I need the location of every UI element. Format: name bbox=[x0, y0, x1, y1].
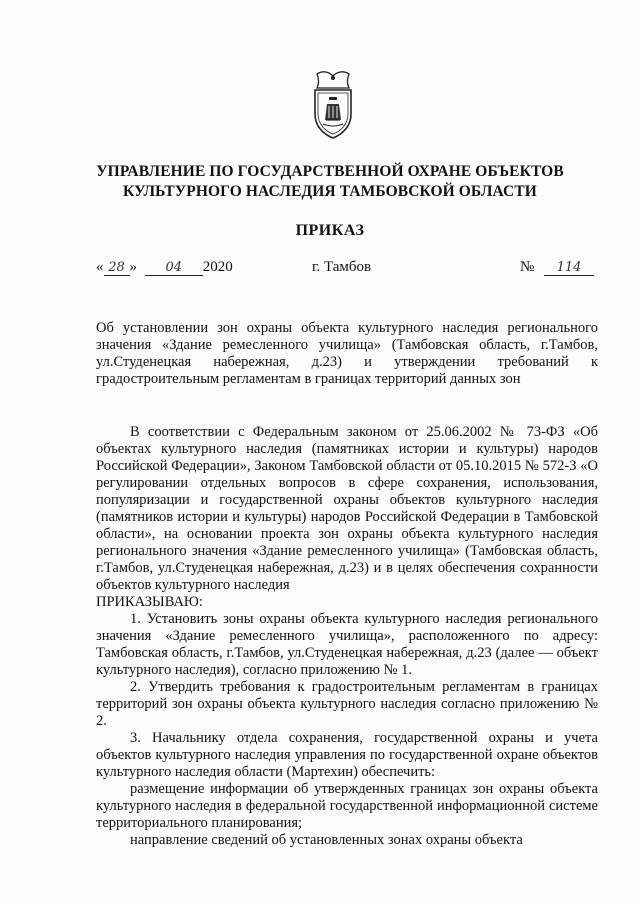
preamble-paragraph: В соответствии с Федеральным законом от 25.06.2002 № 73-ФЗ «Об объектах культурного наследия (памятниках истории и культуры) народов Российской Федерации», Законом Тамбовской области от 05.10.2015 № 572-З «О регулировании отдельных вопросов в сфере сохранения, использования, популяризации и государственной охраны объектов культурного наследия (памятников истории и культуры) народов Российской Федерации в Тамбовской области», на основании проекта зон охраны объекта культурного наследия регионального значения «Здание ремесленного училища» (Тамбовская область, г.Тамбов, ул.Студенецкая набережная, д.23) и в целях обеспечения сохранности объектов культурного наследия bbox=[96, 424, 598, 593]
order-city: г. Тамбов bbox=[312, 259, 372, 275]
tambov-coat-of-arms-icon bbox=[307, 70, 359, 140]
order-number-value: 114 bbox=[544, 260, 594, 276]
order-item-3b: направление сведений об установленных зонах охраны объекта bbox=[130, 832, 523, 848]
agency-name-line-1: УПРАВЛЕНИЕ ПО ГОСУДАРСТВЕННОЙ ОХРАНЕ ОБЪЕКТОВ bbox=[96, 163, 564, 180]
order-day: 28 bbox=[104, 260, 130, 276]
order-item-3: 3. Начальнику отдела сохранения, государственной охраны и учета объектов культурного наследия управления по государственной охране объектов культурного наследия области (Мартехин) обеспечить: bbox=[96, 730, 598, 780]
order-date bbox=[96, 258, 233, 276]
agency-name-line-2: КУЛЬТУРНОГО НАСЛЕДИЯ ТАМБОВСКОЙ ОБЛАСТИ bbox=[123, 183, 537, 200]
order-word: ПРИКАЗЫВАЮ: bbox=[96, 594, 203, 610]
order-title: ПРИКАЗ bbox=[295, 222, 365, 239]
order-subject: Об установлении зон охраны объекта культурного наследия регионального значения «Здание ремесленного училища» (Тамбовская область, г.Тамбов, ул.Студенецкая набережная, д.23) и утверждении требований к градостроительным регламентам в границах территорий данных зон bbox=[96, 320, 598, 387]
order-item-3a: размещение информации об утвержденных границах зон охраны объекта культурного наследия в федеральной государственной информационной системе территориального планирования; bbox=[96, 781, 598, 831]
order-item-1: 1. Установить зоны охраны объекта культурного наследия регионального значения «Здание ремесленного училища», расположенного по адресу: Тамбовская область, г.Тамбов, ул.Студенецкая набережная, д.23 (далее — объект культурного наследия), согласно приложению № 1. bbox=[96, 611, 598, 678]
order-body bbox=[96, 424, 598, 849]
order-item-2: 2. Утвердить требования к градостроительным регламентам в границах территорий зон охраны объекта культурного наследия согласно приложению № 2. bbox=[96, 679, 598, 729]
agency-name bbox=[80, 162, 580, 202]
date-quote-close: » bbox=[129, 259, 137, 275]
order-number bbox=[520, 258, 594, 276]
order-number-label: № bbox=[520, 259, 535, 275]
date-quote-open: « bbox=[96, 259, 104, 275]
order-month: 04 bbox=[145, 260, 203, 276]
order-year: 2020 bbox=[202, 259, 233, 275]
